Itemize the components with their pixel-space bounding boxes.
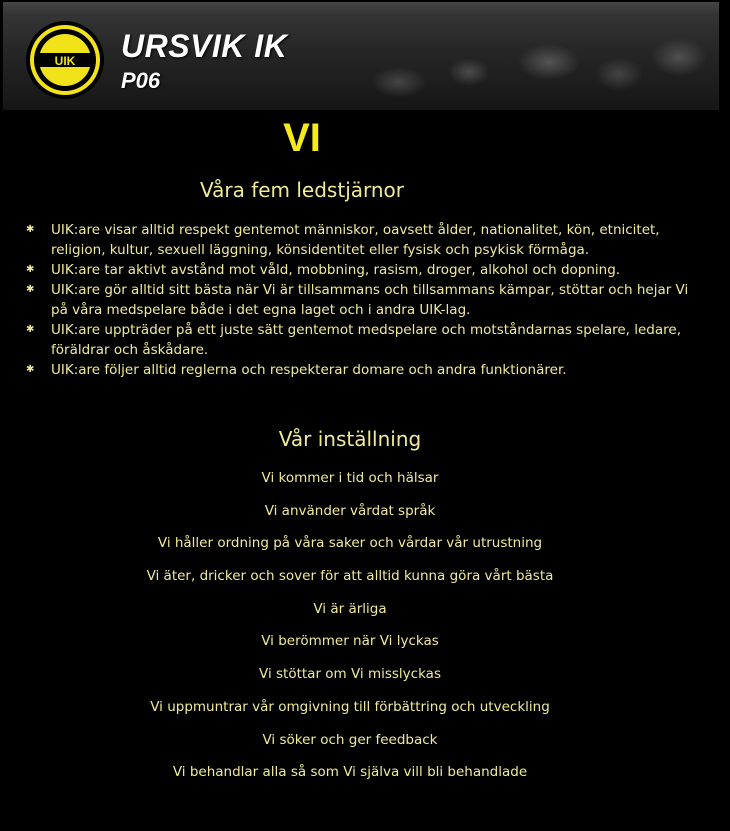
attitude-item: Vi stöttar om Vi misslyckas xyxy=(259,666,441,683)
list-item-text: UIK:are uppträder på ett juste sätt gentemot medspelare och motståndarnas spelare, ledare, föräldrar och åskådare. xyxy=(51,322,681,358)
attitude-item: Vi använder vårdat språk xyxy=(264,502,436,519)
attitude-heading: Vår inställning xyxy=(278,427,422,451)
page-title: VI xyxy=(283,116,321,160)
list-item-text: UIK:are följer alltid reglerna och respekterar domare och andra funktionärer. xyxy=(51,362,567,378)
list-item xyxy=(26,360,706,380)
attitude-item: Vi söker och ger feedback xyxy=(262,731,438,748)
asterisk-icon: ✱ xyxy=(26,224,35,235)
attitude-item: Vi äter, dricker och sover för att alltid kunna göra vårt bästa xyxy=(146,568,554,585)
asterisk-icon: ✱ xyxy=(26,364,35,375)
list-item-text: UIK:are visar alltid respekt gentemot människor, oavsett ålder, nationalitet, kön, etnicitet, religion, kultur, sexuell läggning, könsidentitet eller fysisk och psykisk förmåga. xyxy=(51,222,660,258)
asterisk-icon: ✱ xyxy=(26,324,35,335)
asterisk-icon: ✱ xyxy=(26,264,35,275)
attitude-item: Vi håller ordning på våra saker och vårdar vår utrustning xyxy=(157,535,543,552)
attitude-item: Vi berömmer när Vi lyckas xyxy=(261,633,439,650)
attitude-item: Vi behandlar alla så som Vi själva vill bli behandlade xyxy=(172,764,528,781)
list-item xyxy=(26,280,706,320)
logo-text: UIK xyxy=(54,54,76,68)
list-item-text: UIK:are tar aktivt avstånd mot våld, mobbning, rasism, droger, alkohol och dopning. xyxy=(51,262,621,278)
attitude-item: Vi kommer i tid och hälsar xyxy=(261,470,439,486)
crowd-background xyxy=(359,2,719,110)
club-name: URSVIK IK xyxy=(121,28,288,64)
list-item-text: UIK:are gör alltid sitt bästa när Vi är tillsammans och tillsammans kämpar, stöttar och hejar Vi på våra medspelare både i det egna laget och i andra UIK-lag. xyxy=(51,282,689,318)
team-name: P06 xyxy=(121,68,161,93)
list-item xyxy=(26,260,706,280)
attitude-list xyxy=(0,468,700,795)
asterisk-icon: ✱ xyxy=(26,284,35,295)
list-item xyxy=(26,220,706,260)
header-banner xyxy=(3,2,719,110)
stars-list xyxy=(26,220,706,380)
club-logo-icon xyxy=(25,20,105,100)
stars-heading: Våra fem ledstjärnor xyxy=(199,178,405,202)
attitude-item: Vi uppmuntrar vår omgivning till förbättring och utveckling xyxy=(150,698,550,715)
list-item xyxy=(26,320,706,360)
attitude-item: Vi är ärliga xyxy=(313,600,387,617)
